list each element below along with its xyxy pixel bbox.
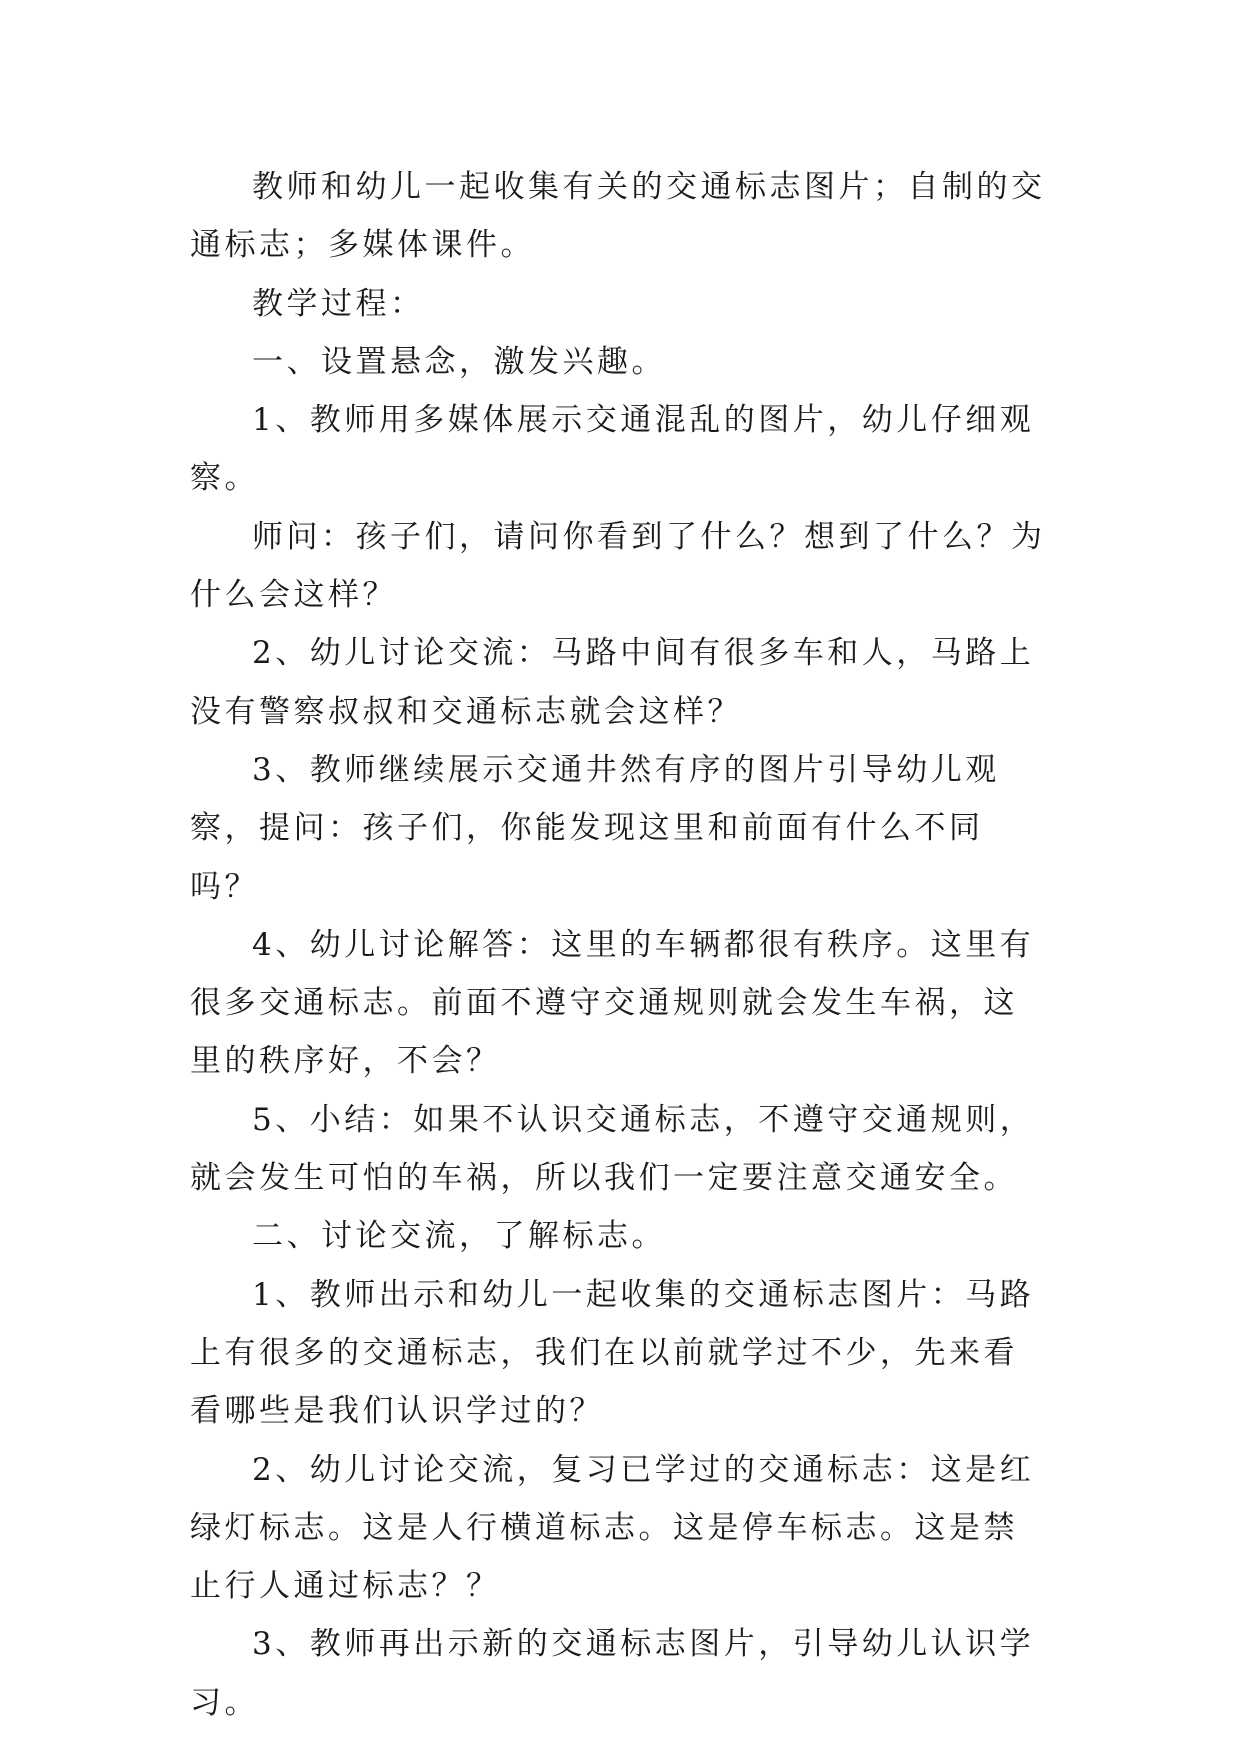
paragraph-section-two-step-1: 1、教师出示和幼儿一起收集的交通标志图片：马路上有很多的交通标志，我们在以前就学过不少，先来看看哪些是我们认识学过的？ bbox=[190, 1276, 1035, 1430]
paragraph-section-two-step-3: 3、教师再出示新的交通标志图片，引导幼儿认识学习。 bbox=[190, 1626, 1035, 1721]
paragraph-teacher-question: 师问：孩子们，请问你看到了什么？想到了什么？为什么会这样？ bbox=[190, 518, 1046, 614]
paragraph-step-4: 4、幼儿讨论解答：这里的车辆都很有秩序。这里有很多交通标志。前面不遵守交通规则就会发生车祸，这里的秩序好，不会？ bbox=[190, 926, 1035, 1080]
paragraph-section-two-heading: 二、讨论交流，了解标志。 bbox=[252, 1218, 666, 1255]
paragraph-section-one-heading: 一、设置悬念，激发兴趣。 bbox=[252, 343, 666, 380]
document-body bbox=[190, 158, 1050, 1732]
paragraph-step-2: 2、幼儿讨论交流：马路中间有很多车和人，马路上没有警察叔叔和交通标志就会这样？ bbox=[190, 635, 1035, 730]
paragraph-section-two-step-2: 2、幼儿讨论交流，复习已学过的交通标志：这是红绿灯标志。这是人行横道标志。这是停车标志。这是禁止行人通过标志？？ bbox=[190, 1451, 1035, 1605]
paragraph-step-5: 5、小结：如果不认识交通标志，不遵守交通规则，就会发生可怕的车祸，所以我们一定要注意交通安全。 bbox=[190, 1101, 1035, 1197]
paragraph-materials: 教师和幼儿一起收集有关的交通标志图片；自制的交通标志；多媒体课件。 bbox=[190, 169, 1046, 264]
paragraph-step-1: 1、教师用多媒体展示交通混乱的图片，幼儿仔细观察。 bbox=[190, 402, 1035, 497]
paragraph-process-heading: 教学过程： bbox=[252, 285, 425, 322]
paragraph-step-3: 3、教师继续展示交通井然有序的图片引导幼儿观察，提问：孩子们，你能发现这里和前面有什么不同吗？ bbox=[190, 751, 1000, 905]
